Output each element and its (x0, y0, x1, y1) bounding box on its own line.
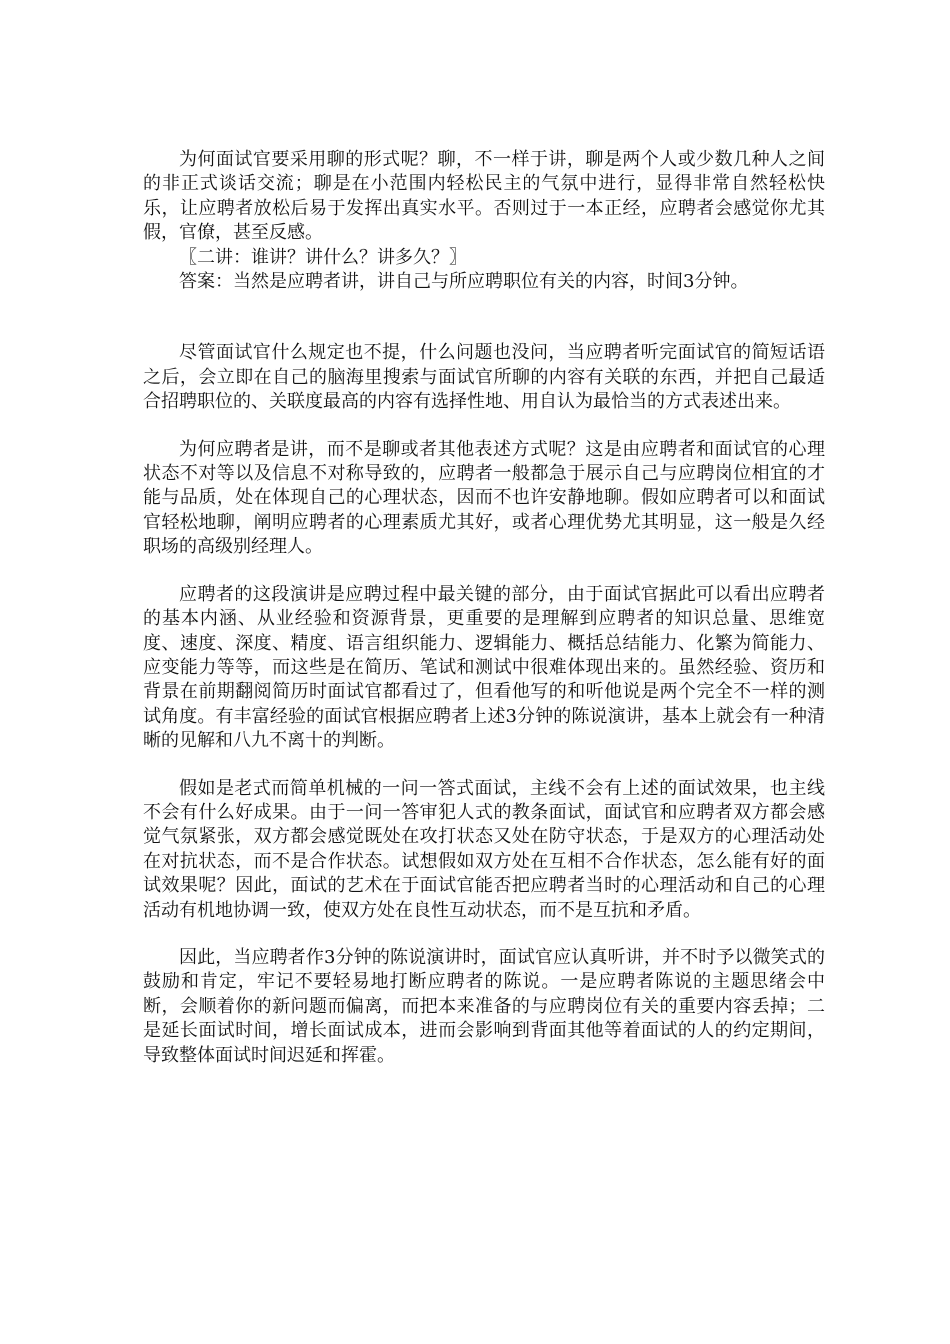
paragraph-candidate-response: 尽管面试官什么规定也不提，什么问题也没问，当应聘者听完面试官的简短话语之后，会立即在自己的脑海里搜索与面试官所聊的内容有关联的东西，并把自己最适合招聘职位的、关联度最高的内容有选择性地、用自认为最恰当的方式表述出来。 (143, 342, 825, 413)
document-body (143, 148, 825, 1068)
paragraph-traditional-interview: 假如是老式而简单机械的一问一答式面试，主线不会有上述的面试效果，也主线不会有什么好成果。由于一问一答审犯人式的教条面试，面试官和应聘者双方都会感觉气氛紧张，双方都会感觉既处在攻打状态又处在防守状态，于是双方的心理活动处在对抗状态，而不是合作状态。试想假如双方处在互相不合作状态，怎么能有好的面试效果呢？因此，面试的艺术在于面试官能否把应聘者当时的心理活动和自己的心理活动有机地协调一致，使双方处在良性互动状态，而不是互抗和矛盾。 (143, 777, 825, 921)
paragraph-speech-importance: 应聘者的这段演讲是应聘过程中最关键的部分，由于面试官据此可以看出应聘者的基本内涵、从业经验和资源背景，更重要的是理解到应聘者的知识总量、思维宽度、速度、深度、精度、语言组织能力、逻辑能力、概括总结能力、化繁为简能力、应变能力等等，而这些是在简历、笔试和测试中很难体现出来的。虽然经验、资历和背景在前期翻阅简历时面试官都看过了，但看他写的和听他说是两个完全不一样的测试角度。有丰富经验的面试官根据应聘者上述3分钟的陈说演讲，基本上就会有一种清晰的见解和八九不离十的判断。 (143, 583, 825, 752)
section-heading-second-speech: 〖二讲：谁讲？讲什么？讲多久？〗 (179, 246, 467, 268)
paragraph-why-speak: 为何应聘者是讲，而不是聊或者其他表述方式呢？这是由应聘者和面试官的心理状态不对等以及信息不对称导致的，应聘者一般都急于展示自己与应聘岗位相宜的才能与品质，处在体现自己的心理状态，因而不也许安静地聊。假如应聘者可以和面试官轻松地聊，阐明应聘者的心理素质尤其好，或者心理优势尤其明显，这一般是久经职场的高级别经理人。 (143, 438, 825, 558)
paragraph-listen-attentively: 因此，当应聘者作3分钟的陈说演讲时，面试官应认真听讲，并不时予以微笑式的鼓励和肯定，牢记不要轻易地打断应聘者的陈说。一是应聘者陈说的主题思绪会中断，会顺着你的新问题而偏离，而把本来准备的与应聘岗位有关的重要内容丢掉；二是延长面试时间，增长面试成本，进而会影响到背面其他等着面试的人的约定期间，导致整体面试时间迟延和挥霍。 (143, 946, 825, 1066)
paragraph-chat-format: 为何面试官要采用聊的形式呢？聊，不一样于讲，聊是两个人或少数几种人之间的非正式谈话交流；聊是在小范围内轻松民主的气氛中进行，显得非常自然轻松快乐，让应聘者放松后易于发挥出真实水平。否则过于一本正经，应聘者会感觉你尤其假，官僚，甚至反感。 (143, 149, 825, 244)
answer-paragraph: 答案：当然是应聘者讲，讲自己与所应聘职位有关的内容，时间3分钟。 (179, 271, 749, 293)
